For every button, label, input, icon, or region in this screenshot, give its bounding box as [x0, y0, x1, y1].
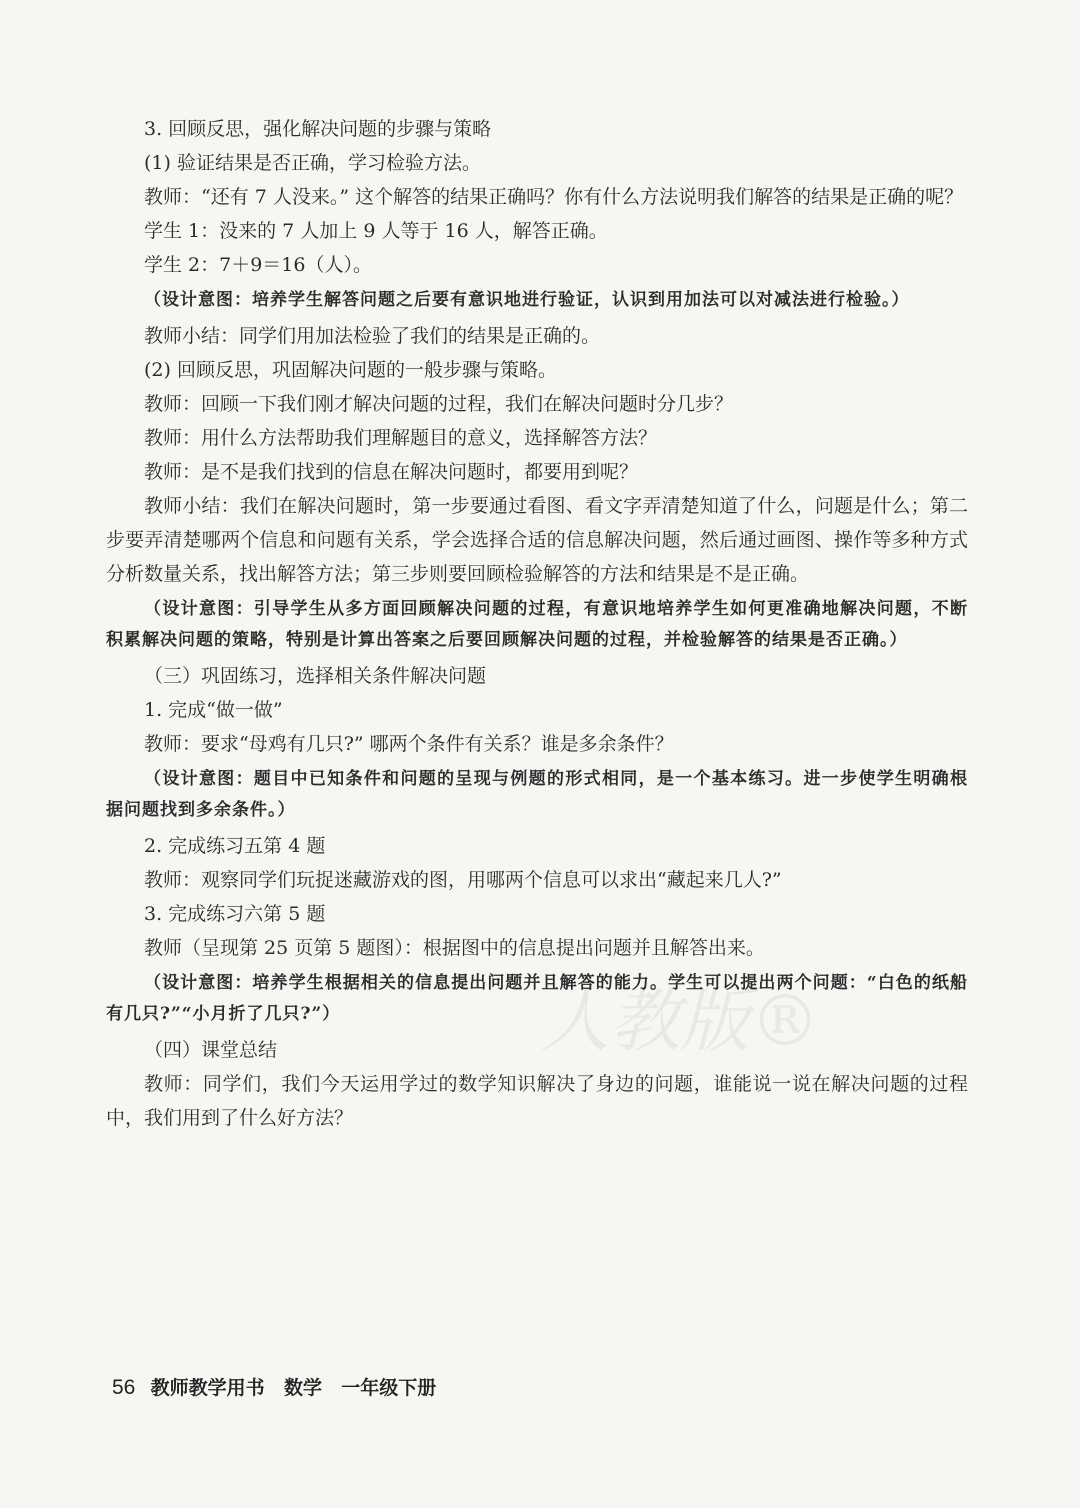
- body-paragraph: 教师：观察同学们玩捉迷藏游戏的图，用哪两个信息可以求出“藏起来几人?”: [144, 869, 782, 891]
- design-intent-note: （设计意图：题目中已知条件和问题的呈现与例题的形式相同，是一个基本练习。进一步使学生明确根据问题找到多余条件。）: [106, 769, 968, 820]
- body-paragraph: (1) 验证结果是否正确，学习检验方法。: [144, 152, 481, 174]
- body-paragraph: 教师（呈现第 25 页第 5 题图）：根据图中的信息提出问题并且解答出来。: [144, 937, 765, 959]
- design-intent-note: （设计意图：培养学生根据相关的信息提出问题并且解答的能力。学生可以提出两个问题：“白色的纸船有几只?”“小月折了几只?”）: [106, 973, 968, 1024]
- body-paragraph: 教师：要求“母鸡有几只?” 哪两个条件有关系？谁是多余条件？: [144, 733, 674, 755]
- body-paragraph: 教师：是不是我们找到的信息在解决问题时，都要用到呢？: [144, 461, 639, 483]
- body-paragraph: 教师：用什么方法帮助我们理解题目的意义，选择解答方法？: [144, 427, 658, 449]
- subject-label: 数学: [283, 1378, 322, 1399]
- body-paragraph: 教师：同学们，我们今天运用学过的数学知识解决了身边的问题，谁能说一说在解决问题的过程中，我们用到了什么好方法？: [106, 1073, 968, 1129]
- page-footer: [112, 1373, 450, 1400]
- page-number: 56: [112, 1376, 136, 1399]
- design-intent-note: （设计意图：引导学生从多方面回顾解决问题的过程，有意识地培养学生如何更准确地解决问题，不断积累解决问题的策略，特别是计算出答案之后要回顾解决问题的过程，并检验解答的结果是否正确。）: [106, 599, 968, 650]
- body-paragraph: 3. 回顾反思，强化解决问题的步骤与策略: [144, 118, 492, 140]
- body-paragraph: 1. 完成“做一做”: [144, 699, 283, 721]
- body-paragraph: 2. 完成练习五第 4 题: [144, 835, 326, 857]
- page-content: [106, 112, 968, 1135]
- grade-label: 一年级下册: [341, 1378, 437, 1399]
- body-paragraph: 3. 完成练习六第 5 题: [144, 903, 326, 925]
- body-paragraph: （三）巩固练习，选择相关条件解决问题: [144, 665, 487, 687]
- body-paragraph: 教师小结：我们在解决问题时，第一步要通过看图、看文字弄清楚知道了什么，问题是什么；第二步要弄清楚哪两个信息和问题有关系，学会选择合适的信息解决问题，然后通过画图、操作等多种方式分析数量关系，找出解答方法；第三步则要回顾检验解答的方法和结果是不是正确。: [106, 495, 968, 585]
- design-intent-note: （设计意图：培养学生解答问题之后要有意识地进行验证，认识到用加法可以对减法进行检验。）: [144, 290, 910, 310]
- body-paragraph: 学生 1：没来的 7 人加上 9 人等于 16 人，解答正确。: [144, 220, 608, 242]
- body-paragraph: 教师：“还有 7 人没来。” 这个解答的结果正确吗？你有什么方法说明我们解答的结果是正确的呢？: [144, 186, 964, 208]
- book-title: 教师教学用书: [150, 1378, 265, 1399]
- body-paragraph: 学生 2：7＋9＝16（人）。: [144, 254, 372, 276]
- body-paragraph: （四）课堂总结: [144, 1039, 278, 1061]
- body-paragraph: (2) 回顾反思，巩固解决问题的一般步骤与策略。: [144, 359, 557, 381]
- body-paragraph: 教师小结：同学们用加法检验了我们的结果是正确的。: [144, 325, 601, 347]
- publisher-watermark: 人教版®: [540, 980, 820, 1062]
- body-paragraph: 教师：回顾一下我们刚才解决问题的过程，我们在解决问题时分几步？: [144, 393, 734, 415]
